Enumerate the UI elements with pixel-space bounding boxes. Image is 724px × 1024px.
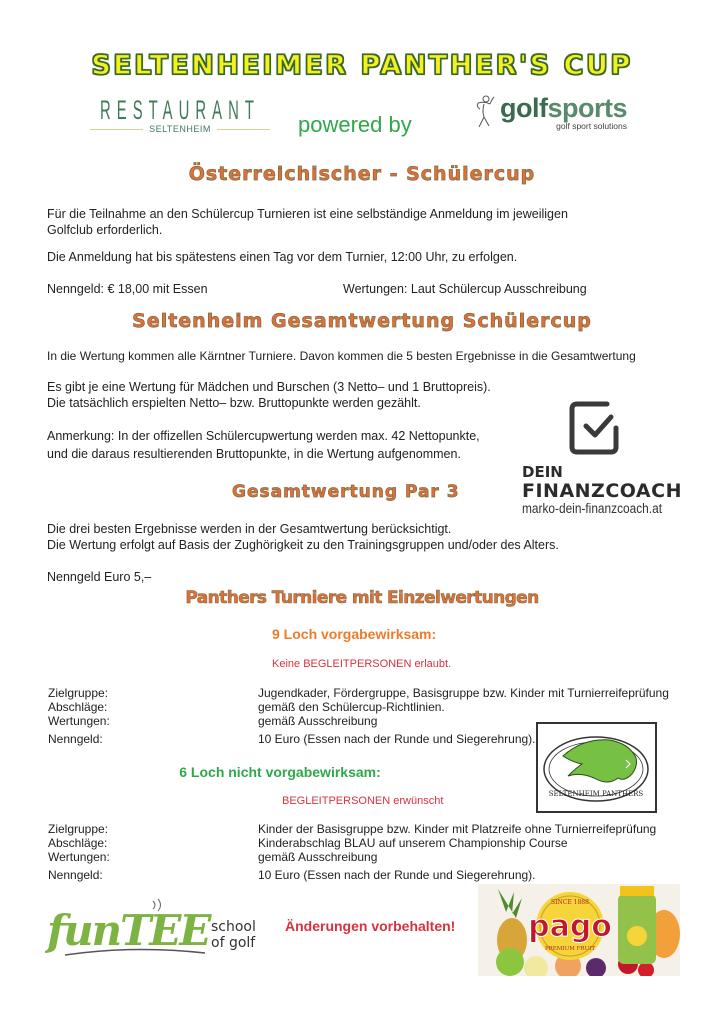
label-wertungen: Wertungen: (48, 714, 110, 728)
label-zielgruppe: Zielgruppe: (48, 822, 109, 836)
golfsports-logo (472, 93, 627, 131)
text-line: Die Wertung erfolgt auf Basis der Zughörigkeit zu den Trainingsgruppen und/oder des Alters. (47, 538, 559, 552)
panther-head-icon (538, 724, 655, 811)
pago-premium: PREMIUM FRUIT (544, 946, 596, 952)
six-hole-title: 6 Loch nicht vorgabewirksam: (179, 764, 381, 780)
restaurant-seltenheim-logo (90, 95, 270, 134)
section2-paragraph-1: In die Wertung kommen alle Kärntner Turniere. Davon kommen die 5 besten Ergebnisse in die Gesamtwertung (47, 349, 636, 363)
value-nenngeld: 10 Euro (Essen nach der Runde und Siegerehrung). (258, 732, 536, 746)
golfsports-tagline: golf sport solutions (556, 121, 628, 131)
heading-par3: Gesamtwertung Par 3 (232, 482, 460, 502)
pago-brand: pago (528, 909, 612, 944)
pago-since: SINCE 1888 (551, 899, 589, 906)
value-abschlaege: Kinderabschlag BLAU auf unserem Championship Course (258, 836, 568, 850)
pago-logo (478, 884, 680, 976)
panthers-logo-text: SELTENHEIM PANTHERS (548, 790, 644, 798)
powered-by-text: powered by (298, 112, 412, 137)
six-hole-values (258, 822, 678, 882)
section1-scoring: Wertungen: Laut Schülercup Ausschreibung (343, 282, 587, 296)
text-line: Anmerkung: In der offizellen Schülercupwertung werden max. 42 Nettopunkte, (47, 429, 480, 443)
logo-divider (217, 129, 270, 130)
funtee-tagline-2: of golf (211, 935, 256, 951)
value-wertungen: gemäß Ausschreibung (258, 714, 378, 728)
golfer-icon (472, 95, 496, 129)
golfsports-logo-golf: golf (500, 93, 548, 123)
section3-fee: Nenngeld Euro 5,– (47, 570, 152, 584)
finanzcoach-logo-name: FINANZCOACH (522, 480, 682, 502)
funtee-tagline-1: school (211, 919, 256, 935)
text-line: Die drei besten Ergebnisse werden in der Gesamtwertung berücksichtigt. (47, 522, 452, 536)
logo-divider (90, 129, 143, 130)
value-zielgruppe: Kinder der Basisgruppe bzw. Kinder mit Platzreife ohne Turnierreifeprüfung (258, 822, 657, 836)
value-wertungen: gemäß Ausschreibung (258, 850, 378, 864)
section3-paragraph-1 (47, 521, 687, 553)
label-abschlaege: Abschläge: (48, 836, 108, 850)
value-abschlaege: gemäß den Schülercup-Richtlinien. (258, 700, 445, 714)
page-title: SELTENHEIMER PANTHER'S CUP (91, 50, 633, 81)
finanzcoach-url: marko-dein-finanzcoach.at (522, 501, 663, 516)
section1-paragraph-2: Die Anmeldung hat bis spätestens einen Tag vor dem Turnier, 12:00 Uhr, zu erfolgen. (47, 250, 518, 264)
text-line: und die daraus resultierenden Bruttopunkte, in die Wertung aufgenommen. (47, 447, 461, 461)
text-line: Die tatsächlich erspielten Netto– bzw. Bruttopunkte werden gezählt. (47, 396, 421, 410)
finanzcoach-logo-dein: DEIN (522, 463, 563, 481)
heading-gesamtwertung-schuelercup: Seltenheim Gesamtwertung Schülercup (132, 310, 592, 332)
section1-paragraph-1 (47, 206, 687, 238)
nine-hole-note: Keine BEGLEITPERSONEN erlaubt. (272, 658, 452, 670)
label-nenngeld: Nenngeld: (48, 732, 103, 746)
funtee-logo-graphic (45, 895, 265, 965)
label-zielgruppe: Zielgruppe: (48, 686, 109, 700)
funtee-logo-word: funTEE (47, 906, 210, 955)
text-line: Es gibt je eine Wertung für Mädchen und Burschen (3 Netto– und 1 Bruttopreis). (47, 380, 491, 394)
section1-fee: Nenngeld: € 18,00 mit Essen (47, 282, 208, 296)
nine-hole-labels (48, 686, 248, 746)
label-wertungen: Wertungen: (48, 850, 110, 864)
nine-hole-title: 9 Loch vorgabewirksam: (272, 626, 437, 642)
text-line: Für die Teilnahme an den Schülercup Turnieren ist eine selbständige Anmeldung im jeweiligen (47, 207, 568, 221)
restaurant-logo-word: RESTAURANT (99, 95, 261, 125)
golfsports-logo-sports: sports (547, 93, 628, 123)
text-line: Golfclub erforderlich. (47, 223, 163, 237)
value-nenngeld: 10 Euro (Essen nach der Runde und Siegerehrung). (258, 868, 536, 882)
disclaimer-text: Änderungen vorbehalten! (285, 918, 456, 934)
label-nenngeld: Nenngeld: (48, 868, 103, 882)
funtee-logo (45, 895, 265, 965)
heading-schuelercup: Österreichischer - Schülercup (188, 163, 536, 185)
label-abschlaege: Abschläge: (48, 700, 108, 714)
six-hole-note: BEGLEITPERSONEN erwünscht (282, 795, 444, 807)
section2-paragraph-3 (47, 427, 527, 463)
restaurant-logo-subtitle: SELTENHEIM (149, 124, 211, 134)
section2-paragraph-2 (47, 379, 527, 411)
heading-panthers-turniere: Panthers Turniere mit Einzelwertungen (185, 588, 539, 608)
six-hole-labels (48, 822, 248, 882)
seltenheim-panthers-logo (536, 722, 657, 813)
pago-fruit-graphic (478, 884, 680, 976)
checkbox-check-icon (567, 400, 627, 456)
value-zielgruppe: Jugendkader, Fördergruppe, Basisgruppe bzw. Kinder mit Turnierreifeprüfung (258, 686, 669, 700)
